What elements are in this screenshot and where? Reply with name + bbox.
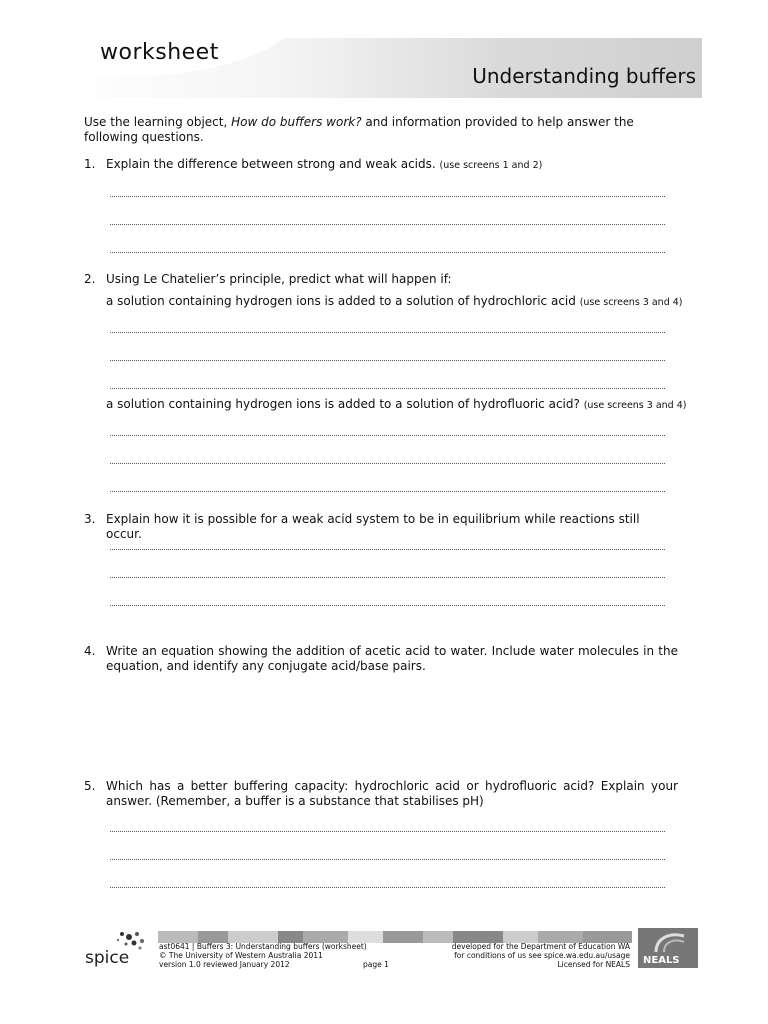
answer-line[interactable] xyxy=(110,577,665,578)
answer-line[interactable] xyxy=(110,887,665,888)
answer-line[interactable] xyxy=(110,252,665,253)
footer-left-line-2: © The University of Western Australia 2011 xyxy=(159,951,323,960)
question-2a: a solution containing hydrogen ions is added to a solution of hydrochloric acid (use screens 3 and 4) xyxy=(106,294,683,308)
question-5: 5. Which has a better buffering capacity: hydrochloric acid or hydrofluoric acid? Explain your answer. (Remember, a buffer is a substance that stabilises pH) xyxy=(84,779,678,808)
footer-left-line-3: version 1.0 reviewed January 2012 xyxy=(159,960,290,969)
footer-left-line-1: ast0641 | Buffers 3: Understanding buffers (worksheet) xyxy=(159,942,367,951)
page-title: Understanding buffers xyxy=(472,64,696,88)
neals-emblem-icon xyxy=(650,930,690,954)
footer-right-line-2: for conditions of us see spice.wa.edu.au/usage xyxy=(454,951,630,960)
footer-pattern-bar xyxy=(158,928,632,940)
intro-text: Use the learning object, How do buffers work? and information provided to help answer the following questions. xyxy=(84,115,634,144)
footer-right-line-3: Licensed for NEALS xyxy=(557,960,630,969)
neals-logo-text: NEALS xyxy=(643,955,680,966)
answer-line[interactable] xyxy=(110,491,665,492)
answer-line[interactable] xyxy=(110,463,665,464)
answer-line[interactable] xyxy=(110,224,665,225)
question-4: 4. Write an equation showing the addition of acetic acid to water. Include water molecules in the equation, and identify any conjugate acid/base pairs. xyxy=(84,644,678,673)
answer-line[interactable] xyxy=(110,831,665,832)
answer-line[interactable] xyxy=(110,196,665,197)
answer-line[interactable] xyxy=(110,360,665,361)
answer-line[interactable] xyxy=(110,859,665,860)
spice-logo-text: spice xyxy=(85,948,130,968)
answer-line[interactable] xyxy=(110,605,665,606)
answer-line[interactable] xyxy=(110,549,665,550)
answer-line[interactable] xyxy=(110,435,665,436)
question-3: 3. Explain how it is possible for a weak acid system to be in equilibrium while reactions still occur. xyxy=(84,512,640,541)
learning-object-title: How do buffers work? xyxy=(231,115,362,129)
question-2b: a solution containing hydrogen ions is added to a solution of hydrofluoric acid? (use screens 3 and 4) xyxy=(106,397,687,411)
question-2: 2. Using Le Chatelier’s principle, predict what will happen if: xyxy=(84,272,452,286)
answer-line[interactable] xyxy=(110,332,665,333)
worksheet-label: worksheet xyxy=(100,40,219,65)
answer-line[interactable] xyxy=(110,388,665,389)
page-number: page 1 xyxy=(363,960,389,969)
footer-right-line-1: developed for the Department of Education WA xyxy=(451,942,630,951)
question-1: 1. Explain the difference between strong and weak acids. (use screens 1 and 2) xyxy=(84,157,543,171)
